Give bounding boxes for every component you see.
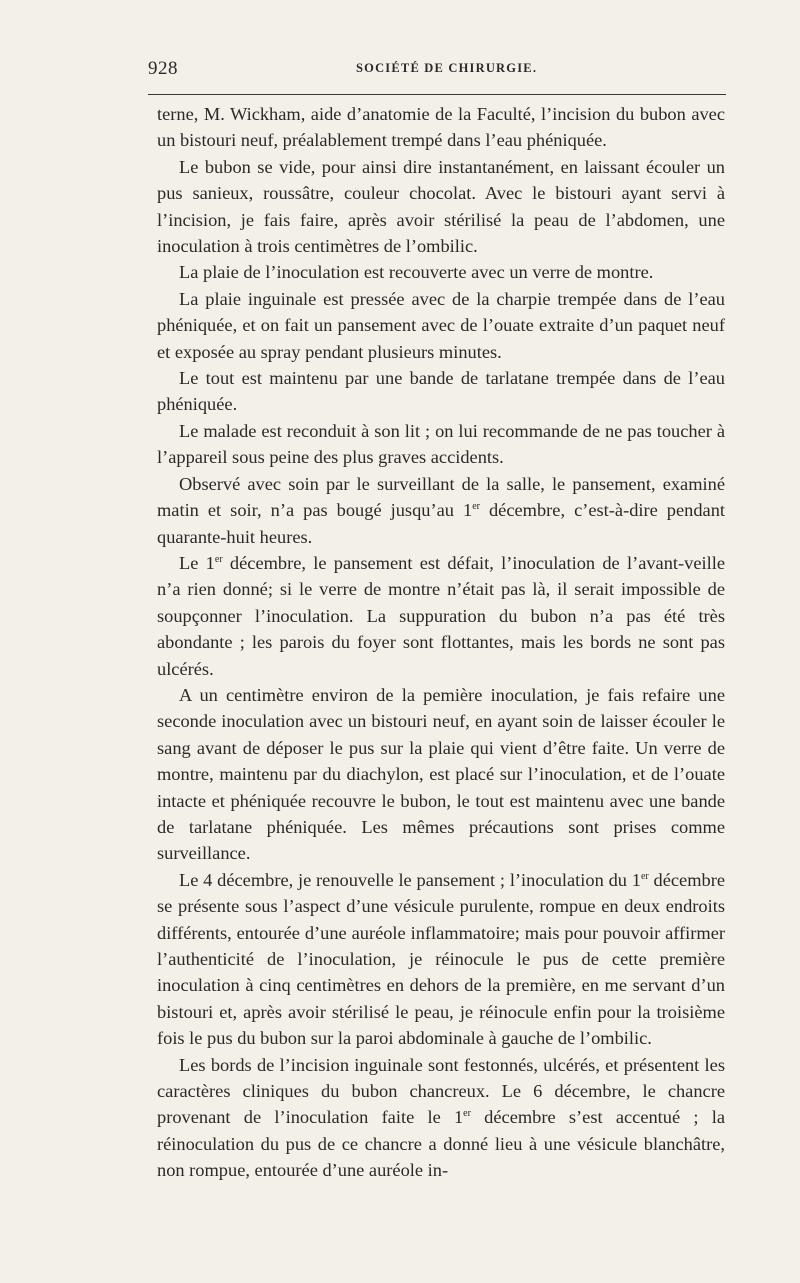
paragraph: Observé avec soin par le surveillant de la salle, le pansement, examiné matin et soir, n’a pas bougé jusqu’au 1er décembre, c’est-à-dire pendant quarante-huit heures. [157, 473, 726, 547]
body-text [157, 101, 725, 1184]
paragraph: Le tout est maintenu par une bande de tarlatane trempée dans de l’eau phéniquée. [157, 368, 725, 415]
paragraph: terne, M. Wickham, aide d’anatomie de la Faculté, l’incision du bubon avec un bistouri neuf, préalablement trempé dans l’eau phéniquée. [157, 104, 725, 151]
paragraph: Le 1er décembre, le pansement est défait, l’inoculation de l’avant-veille n’a rien donné; si le verre de montre n’était pas là, il serait impossible de soupçonner l’inoculation. La suppuration du bubon n’a pas été très abondante ; les parois du foyer sont flottantes, mais les bords ne sont pas ulcérés. [157, 552, 725, 679]
paragraph: La plaie de l’inoculation est recouverte avec un verre de montre. [179, 262, 654, 283]
page-header [148, 58, 726, 86]
paragraph: Le bubon se vide, pour ainsi dire instantanément, en laissant écouler un pus sanieux, roussâtre, couleur chocolat. Avec le bistouri ayant servi à l’incision, je fais faire, après avoir stérilisé la peau de l’abdomen, une inoculation à trois centimètres de l’ombilic. [157, 156, 725, 257]
header-rule [148, 94, 726, 95]
paragraph: Le 4 décembre, je renouvelle le pansement ; l’inoculation du 1er décembre se présente sous l’aspect d’une vésicule purulente, rompue en deux endroits différents, entourée d’une auréole inflammatoire; mais pour pouvoir affirmer l’authenticité de l’inoculation, je réinocule le pus de cette première inoculation à cinq centimètres en dehors de la première, en me servant d’un bistouri et, après avoir stérilisé le peau, je réinocule enfin pour la troisième fois le pus du bubon sur la paroi abdominale à gauche de l’ombilic. [157, 869, 725, 1049]
paragraph: A un centimètre environ de la pemière inoculation, je fais refaire une seconde inoculation avec un bistouri neuf, en ayant soin de laisser écouler le sang avant de déposer le pus sur la plaie qui vient d’être faite. Un verre de montre, maintenu par du diachylon, est placé sur l’inoculation, et de l’ouate intacte et phéniquée recouvre le bubon, le tout est maintenu avec une bande de tarlatane phéniquée. Les mêmes précautions sont prises comme surveillance. [157, 684, 725, 864]
page-number: 928 [148, 58, 178, 79]
paragraph: Les bords de l’incision inguinale sont festonnés, ulcérés, et présentent les caractères cliniques du bubon chancreux. Le 6 décembre, le chancre provenant de l’inoculation faite le 1er décembre s’est accentué ; la réinoculation du pus de ce chancre a donné lieu à une vésicule blanchâtre, non rompue, entourée d’une auréole in- [157, 1054, 725, 1181]
paragraph: La plaie inguinale est pressée avec de la charpie trempée dans de l’eau phéniquée, et on fait un pansement avec de l’ouate extraite d’un paquet neuf et exposée au spray pendant plusieurs minutes. [157, 288, 725, 362]
running-title: SOCIÉTÉ DE CHIRURGIE. [356, 61, 538, 75]
paragraph: Le malade est reconduit à son lit ; on lui recommande de ne pas toucher à l’appareil sous peine des plus graves accidents. [157, 420, 725, 468]
